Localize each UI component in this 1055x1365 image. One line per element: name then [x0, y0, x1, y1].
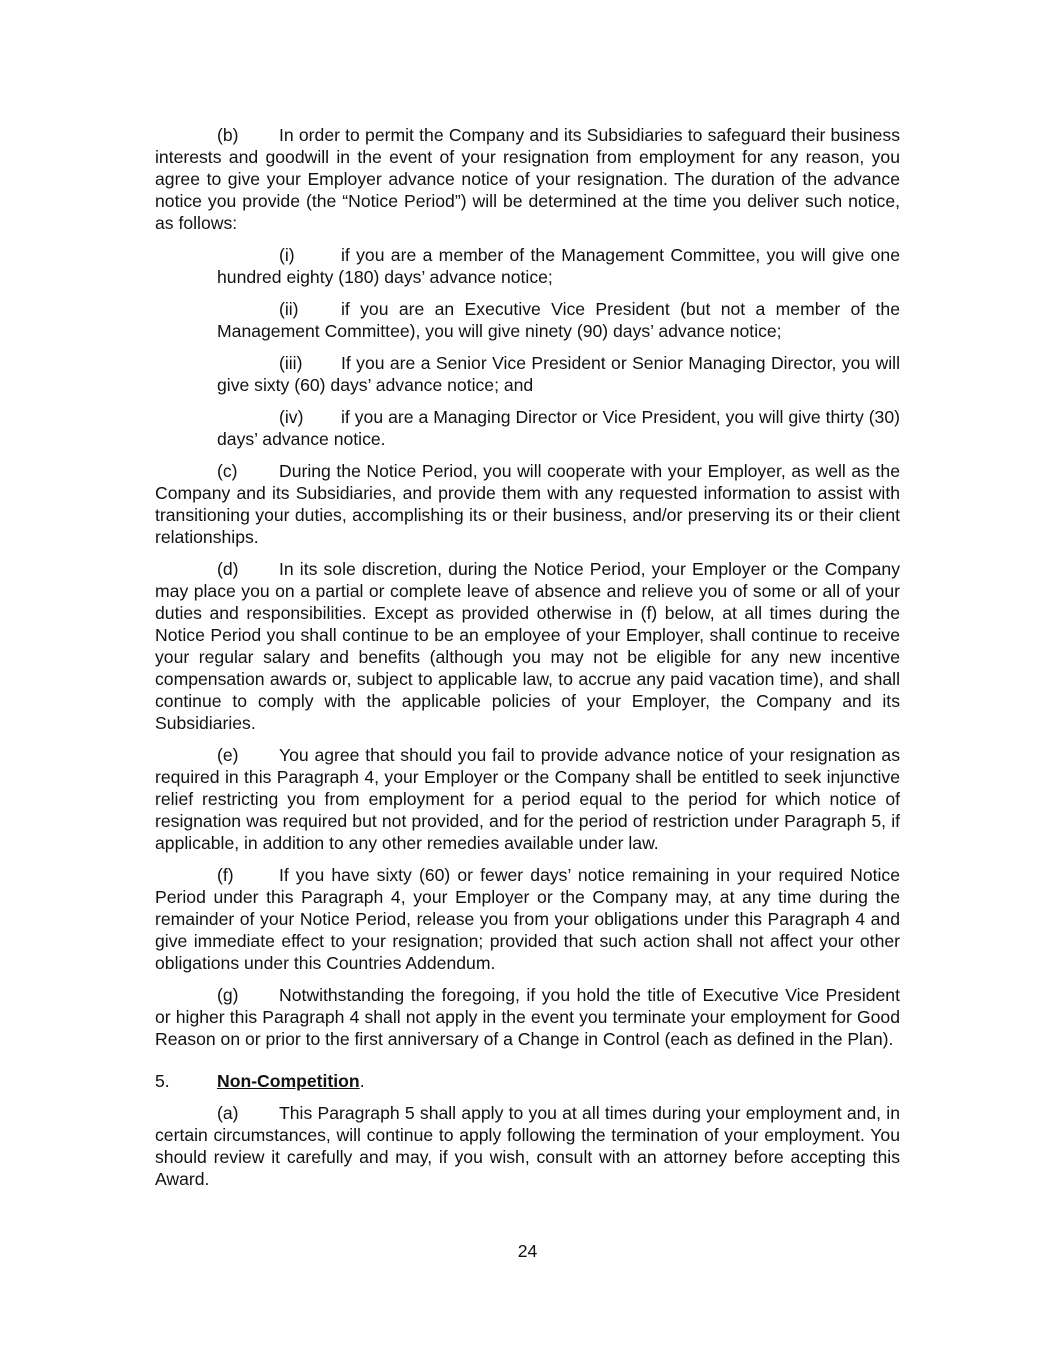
paragraph-c	[155, 460, 900, 548]
paragraph-text: In order to permit the Company and its Subsidiaries to safeguard their business interests and goodwill in the event of your resignation from employment for any reason, you agree to give your Employer advance notice of your resignation. The duration of the advance notice you provide (the “Notice Period”) will be determined at the time you deliver such notice, as follows:	[155, 125, 900, 233]
paragraph-label: (b)	[217, 125, 239, 145]
paragraph-text: You agree that should you fail to provide advance notice of your resignation as required in this Paragraph 4, your Employer or the Company shall be entitled to seek injunctive relief restricting you from employment for a period equal to the period for which notice of resignation was required but not provided, and for the period of restriction under Paragraph 5, if applicable, in addition to any other remedies available under law.	[155, 745, 900, 853]
subparagraph-label: (iv)	[279, 407, 304, 427]
paragraph-label: (e)	[217, 745, 239, 765]
paragraph-label: (f)	[217, 865, 234, 885]
subparagraph-b-i	[217, 244, 900, 288]
section-title: Non-Competition	[217, 1071, 360, 1091]
page-number: 24	[517, 1241, 538, 1261]
paragraph-text: This Paragraph 5 shall apply to you at all times during your employment and, in certain circumstances, will continue to apply following the termination of your employment. You should review it carefully and may, if you wish, consult with an attorney before accepting this Award.	[155, 1103, 900, 1189]
paragraph-g	[155, 984, 900, 1050]
subparagraph-b-iv	[217, 406, 900, 450]
section-title-suffix: .	[359, 1071, 365, 1091]
paragraph-label: (g)	[217, 985, 239, 1005]
paragraph-label: (d)	[217, 559, 239, 579]
paragraph-text: If you have sixty (60) or fewer days’ notice remaining in your required Notice Period under this Paragraph 4, your Employer or the Company may, at any time during the remainder of your Notice Period, release you from your obligations under this Paragraph 4 and give immediate effect to your resignation; provided that such action shall not affect your other obligations under this Countries Addendum.	[155, 865, 900, 973]
subparagraph-text: if you are a Managing Director or Vice President, you will give thirty (30) days’ advance notice.	[217, 407, 900, 449]
subparagraph-text: if you are an Executive Vice President (but not a member of the Management Committee), you will give ninety (90) days’ advance notice;	[217, 299, 900, 341]
paragraph-label: (a)	[217, 1103, 239, 1123]
section-heading	[155, 1070, 900, 1092]
paragraph-f	[155, 864, 900, 974]
subparagraph-label: (iii)	[279, 353, 303, 373]
paragraph-d	[155, 558, 900, 734]
subparagraph-label: (i)	[279, 245, 295, 265]
paragraph-e	[155, 744, 900, 854]
subparagraph-b-iii	[217, 352, 900, 396]
paragraph-b	[155, 124, 900, 234]
document-page	[155, 124, 900, 1200]
paragraph-text: In its sole discretion, during the Notice Period, your Employer or the Company may place you on a partial or complete leave of absence and relieve you of some or all of your duties and responsibilities. Except as provided otherwise in (f) below, at all times during the Notice Period you shall continue to be an employee of your Employer, shall continue to receive your regular salary and benefits (although you may not be eligible for any new incentive compensation awards or, subject to applicable law, to accrue any paid vacation time), and shall continue to comply with the applicable policies of your Employer, the Company and its Subsidiaries.	[155, 559, 900, 733]
subparagraph-b-ii	[217, 298, 900, 342]
paragraph-5a	[155, 1102, 900, 1190]
paragraph-label: (c)	[217, 461, 238, 481]
subparagraph-text: if you are a member of the Management Committee, you will give one hundred eighty (180) days’ advance notice;	[217, 245, 900, 287]
paragraph-text: During the Notice Period, you will cooperate with your Employer, as well as the Company and its Subsidiaries, and provide them with any requested information to assist with transitioning your duties, accomplishing its or their business, and/or preserving its or their client relationships.	[155, 461, 900, 547]
paragraph-text: Notwithstanding the foregoing, if you hold the title of Executive Vice President or higher this Paragraph 4 shall not apply in the event you terminate your employment for Good Reason on or prior to the first anniversary of a Change in Control (each as defined in the Plan).	[155, 985, 900, 1049]
subparagraph-text: If you are a Senior Vice President or Senior Managing Director, you will give sixty (60) days’ advance notice; and	[217, 353, 900, 395]
subparagraph-label: (ii)	[279, 299, 299, 319]
section-number: 5.	[155, 1071, 170, 1091]
